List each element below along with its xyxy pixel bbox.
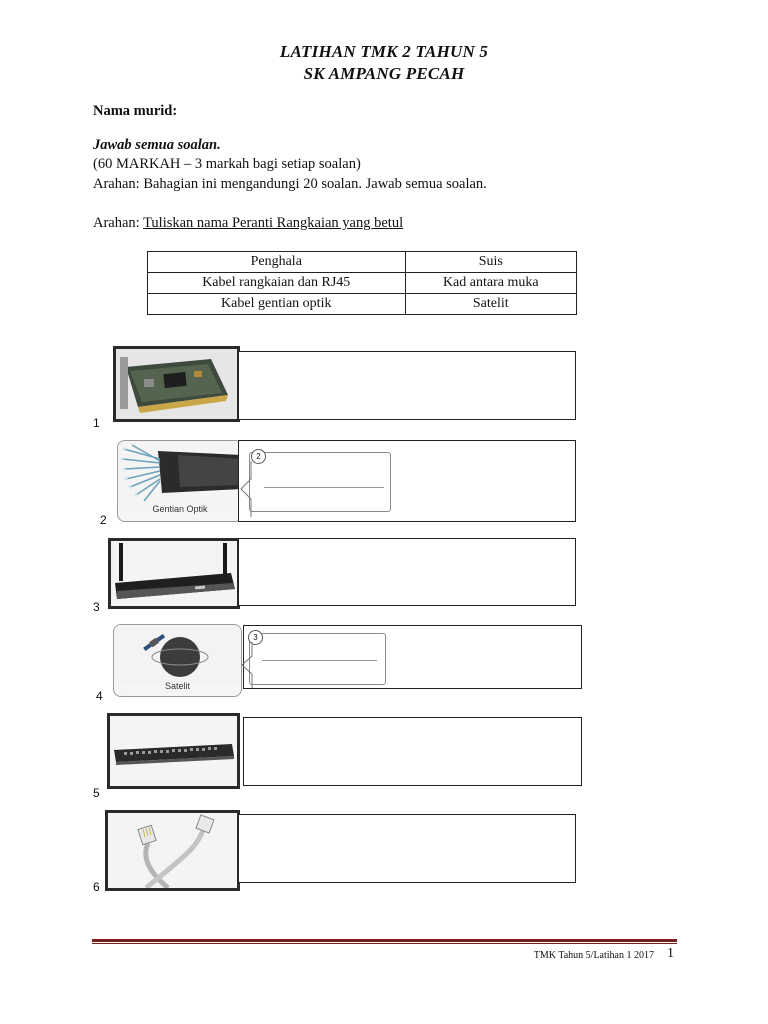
- switch-image: [107, 713, 240, 789]
- instruction-task-prefix: Arahan:: [93, 215, 144, 231]
- question-number: 3: [93, 600, 100, 614]
- answer-box-3[interactable]: [238, 538, 576, 606]
- overlay-answer-line: [264, 487, 384, 488]
- table-row: [148, 252, 577, 273]
- table-row: [148, 273, 577, 294]
- nic-illustration: [116, 349, 237, 419]
- router-illustration: [111, 541, 237, 606]
- satellite-caption: Satelit: [164, 681, 190, 691]
- question-number: 5: [93, 786, 100, 800]
- overlay-answer-card: [249, 633, 386, 685]
- footer-text: TMK Tahun 5/Latihan 1 2017: [533, 950, 654, 961]
- satellite-illustration: [114, 625, 241, 683]
- instruction-section: Arahan: Bahagian ini mengandungi 20 soalan. Jawab semua soalan.: [93, 176, 487, 192]
- question-number: 2: [100, 513, 107, 527]
- overlay-number: 3: [248, 630, 263, 645]
- satellite-image: [113, 624, 242, 697]
- fiber-optic-caption: Gentian Optik: [152, 504, 208, 514]
- question-number: 6: [93, 880, 100, 894]
- table-cell: Penghala: [148, 252, 406, 273]
- answer-box-2[interactable]: [238, 440, 576, 522]
- overlay-answer-line: [262, 660, 377, 661]
- answer-box-5[interactable]: [243, 717, 582, 786]
- pointer-arrow-icon: [240, 642, 254, 688]
- router-image: [108, 538, 240, 609]
- fiber-optic-image: [117, 440, 243, 522]
- question-number: 1: [93, 416, 100, 430]
- page-title: LATIHAN TMK 2 TAHUN 5: [279, 42, 489, 61]
- table-row: [148, 294, 577, 315]
- question-number: 4: [96, 689, 103, 703]
- answer-box-6[interactable]: [238, 814, 576, 883]
- pointer-arrow-icon: [239, 461, 253, 517]
- footer-rule-thin: [92, 943, 677, 944]
- instruction-task-underlined: Tuliskan nama Peranti Rangkaian yang betul: [143, 215, 404, 231]
- overlay-answer-card: [249, 452, 391, 512]
- nic-image: [113, 346, 240, 422]
- switch-illustration: [110, 716, 237, 786]
- word-bank-table: [147, 251, 577, 315]
- page-number: 1: [667, 946, 674, 961]
- instruction-task: [93, 215, 403, 232]
- instruction-marks: (60 MARKAH – 3 markah bagi setiap soalan): [93, 156, 361, 172]
- network-cable-image: [105, 810, 240, 891]
- overlay-number: 2: [251, 449, 266, 464]
- school-name: SK AMPANG PECAH: [303, 64, 465, 83]
- answer-box-1[interactable]: [238, 351, 576, 420]
- table-cell: Suis: [405, 252, 576, 273]
- footer-rule-thick: [92, 939, 677, 942]
- table-cell: Satelit: [405, 294, 576, 315]
- table-cell: Kabel rangkaian dan RJ45: [148, 273, 406, 294]
- student-name-label: Nama murid:: [93, 103, 178, 119]
- table-cell: Kad antara muka: [405, 273, 576, 294]
- table-cell: Kabel gentian optik: [148, 294, 406, 315]
- fiber-optic-illustration: [118, 441, 242, 509]
- instruction-answer-all: Jawab semua soalan.: [93, 137, 221, 153]
- answer-box-4[interactable]: [243, 625, 582, 689]
- network-cable-illustration: [108, 813, 237, 888]
